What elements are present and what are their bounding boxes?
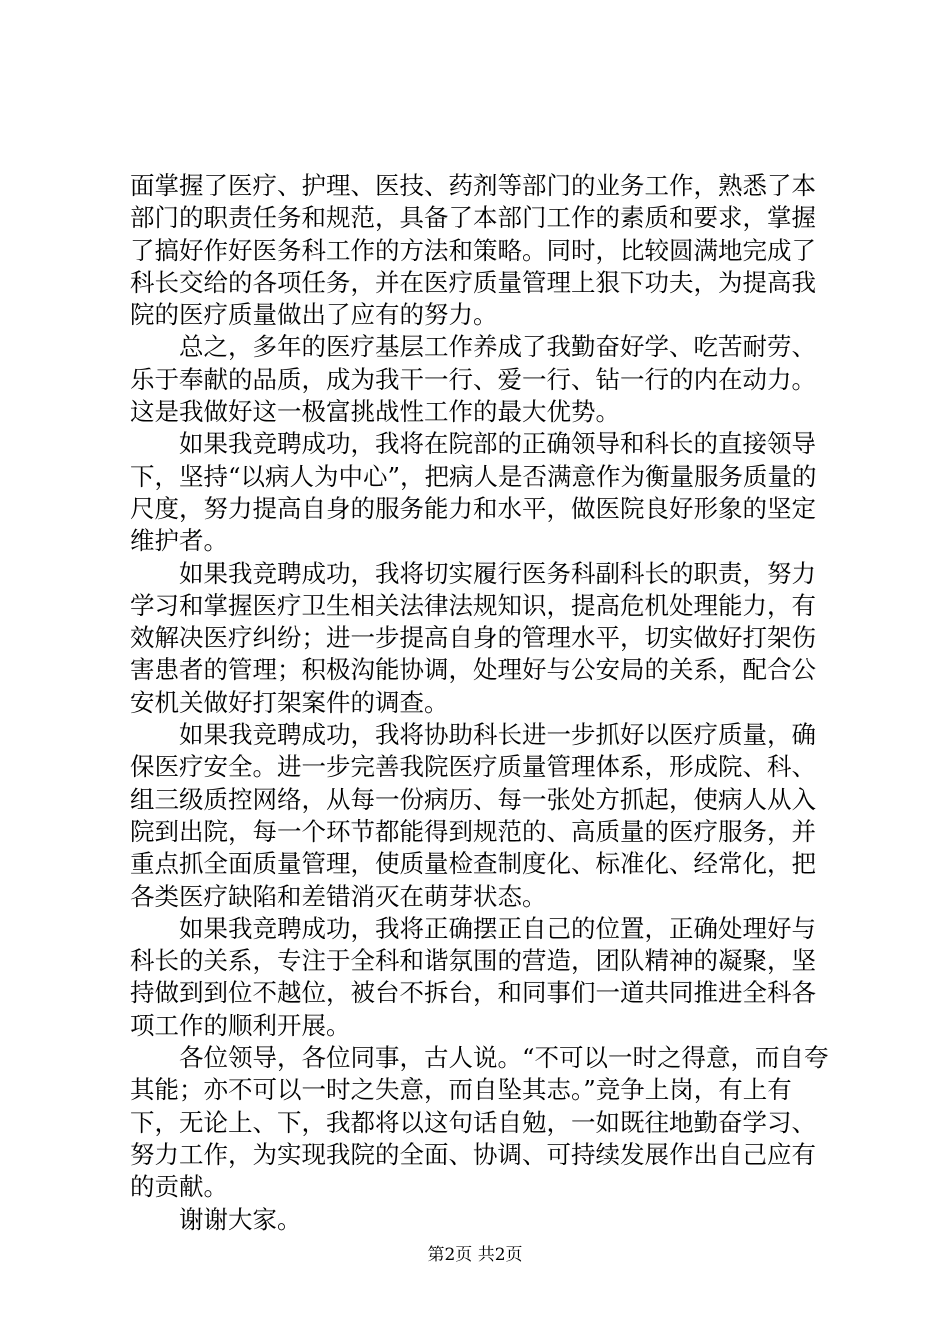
paragraph-1: 面掌握了医疗、护理、医技、药剂等部门的业务工作，熟悉了本部门的职责任务和规范，具备了本部门工作的素质和要求，掌握了搞好作好医务科工作的方法和策略。同时，比较圆满地完成了科长交给的各项任务，并在医疗质量管理上狠下功夫，为提高我院的医疗质量做出了应有的努力。 bbox=[130, 171, 816, 330]
paragraph-5: 如果我竞聘成功，我将协助科长进一步抓好以医疗质量，确保医疗安全。进一步完善我院医疗质量管理体系，形成院、科、组三级质控网络，从每一份病历、每一张处方抓起，使病人从入院到出院，每一个环节都能得到规范的、高质量的医疗服务，并重点抓全面质量管理，使质量检查制度化、标准化、经常化，把各类医疗缺陷和差错消灭在萌芽状态。 bbox=[130, 720, 816, 911]
paragraph-8: 谢谢大家。 bbox=[179, 1204, 302, 1234]
page-footer bbox=[0, 1244, 950, 1266]
document-body bbox=[130, 170, 835, 1236]
paragraph-6: 如果我竞聘成功，我将正确摆正自己的位置，正确处理好与科长的关系，专注于全科和谐氛围的营造，团队精神的凝聚，坚持做到到位不越位，被台不拆台，和同事们一道共同推进全科各项工作的顺利开展。 bbox=[130, 913, 816, 1040]
paragraph-4: 如果我竞聘成功，我将切实履行医务科副科长的职责，努力学习和掌握医疗卫生相关法律法规知识，提高危机处理能力，有效解决医疗纠纷；进一步提高自身的管理水平，切实做好打架伤害患者的管理；积极沟能协调，处理好与公安局的关系，配合公安机关做好打架案件的调查。 bbox=[130, 558, 816, 717]
paragraph-7: 各位领导，各位同事，古人说。“不可以一时之得意，而自夸其能；亦不可以一时之失意，而自坠其志。”竞争上岗，有上有下，无论上、下，我都将以这句话自勉，一如既往地勤奋学习、努力工作，为实现我院的全面、协调、可持续发展作出自己应有的贡献。 bbox=[130, 1043, 829, 1202]
page-number-label: 第2页 共2页 bbox=[427, 1245, 523, 1265]
paragraph-3: 如果我竞聘成功，我将在院部的正确领导和科长的直接领导下，坚持“以病人为中心”，把病人是否满意作为衡量服务质量的尺度，努力提高自身的服务能力和水平，做医院良好形象的坚定维护者。 bbox=[130, 429, 817, 556]
paragraph-2: 总之，多年的医疗基层工作养成了我勤奋好学、吃苦耐劳、乐于奉献的品质，成为我干一行、爱一行、钻一行的内在动力。这是我做好这一极富挑战性工作的最大优势。 bbox=[130, 332, 816, 427]
